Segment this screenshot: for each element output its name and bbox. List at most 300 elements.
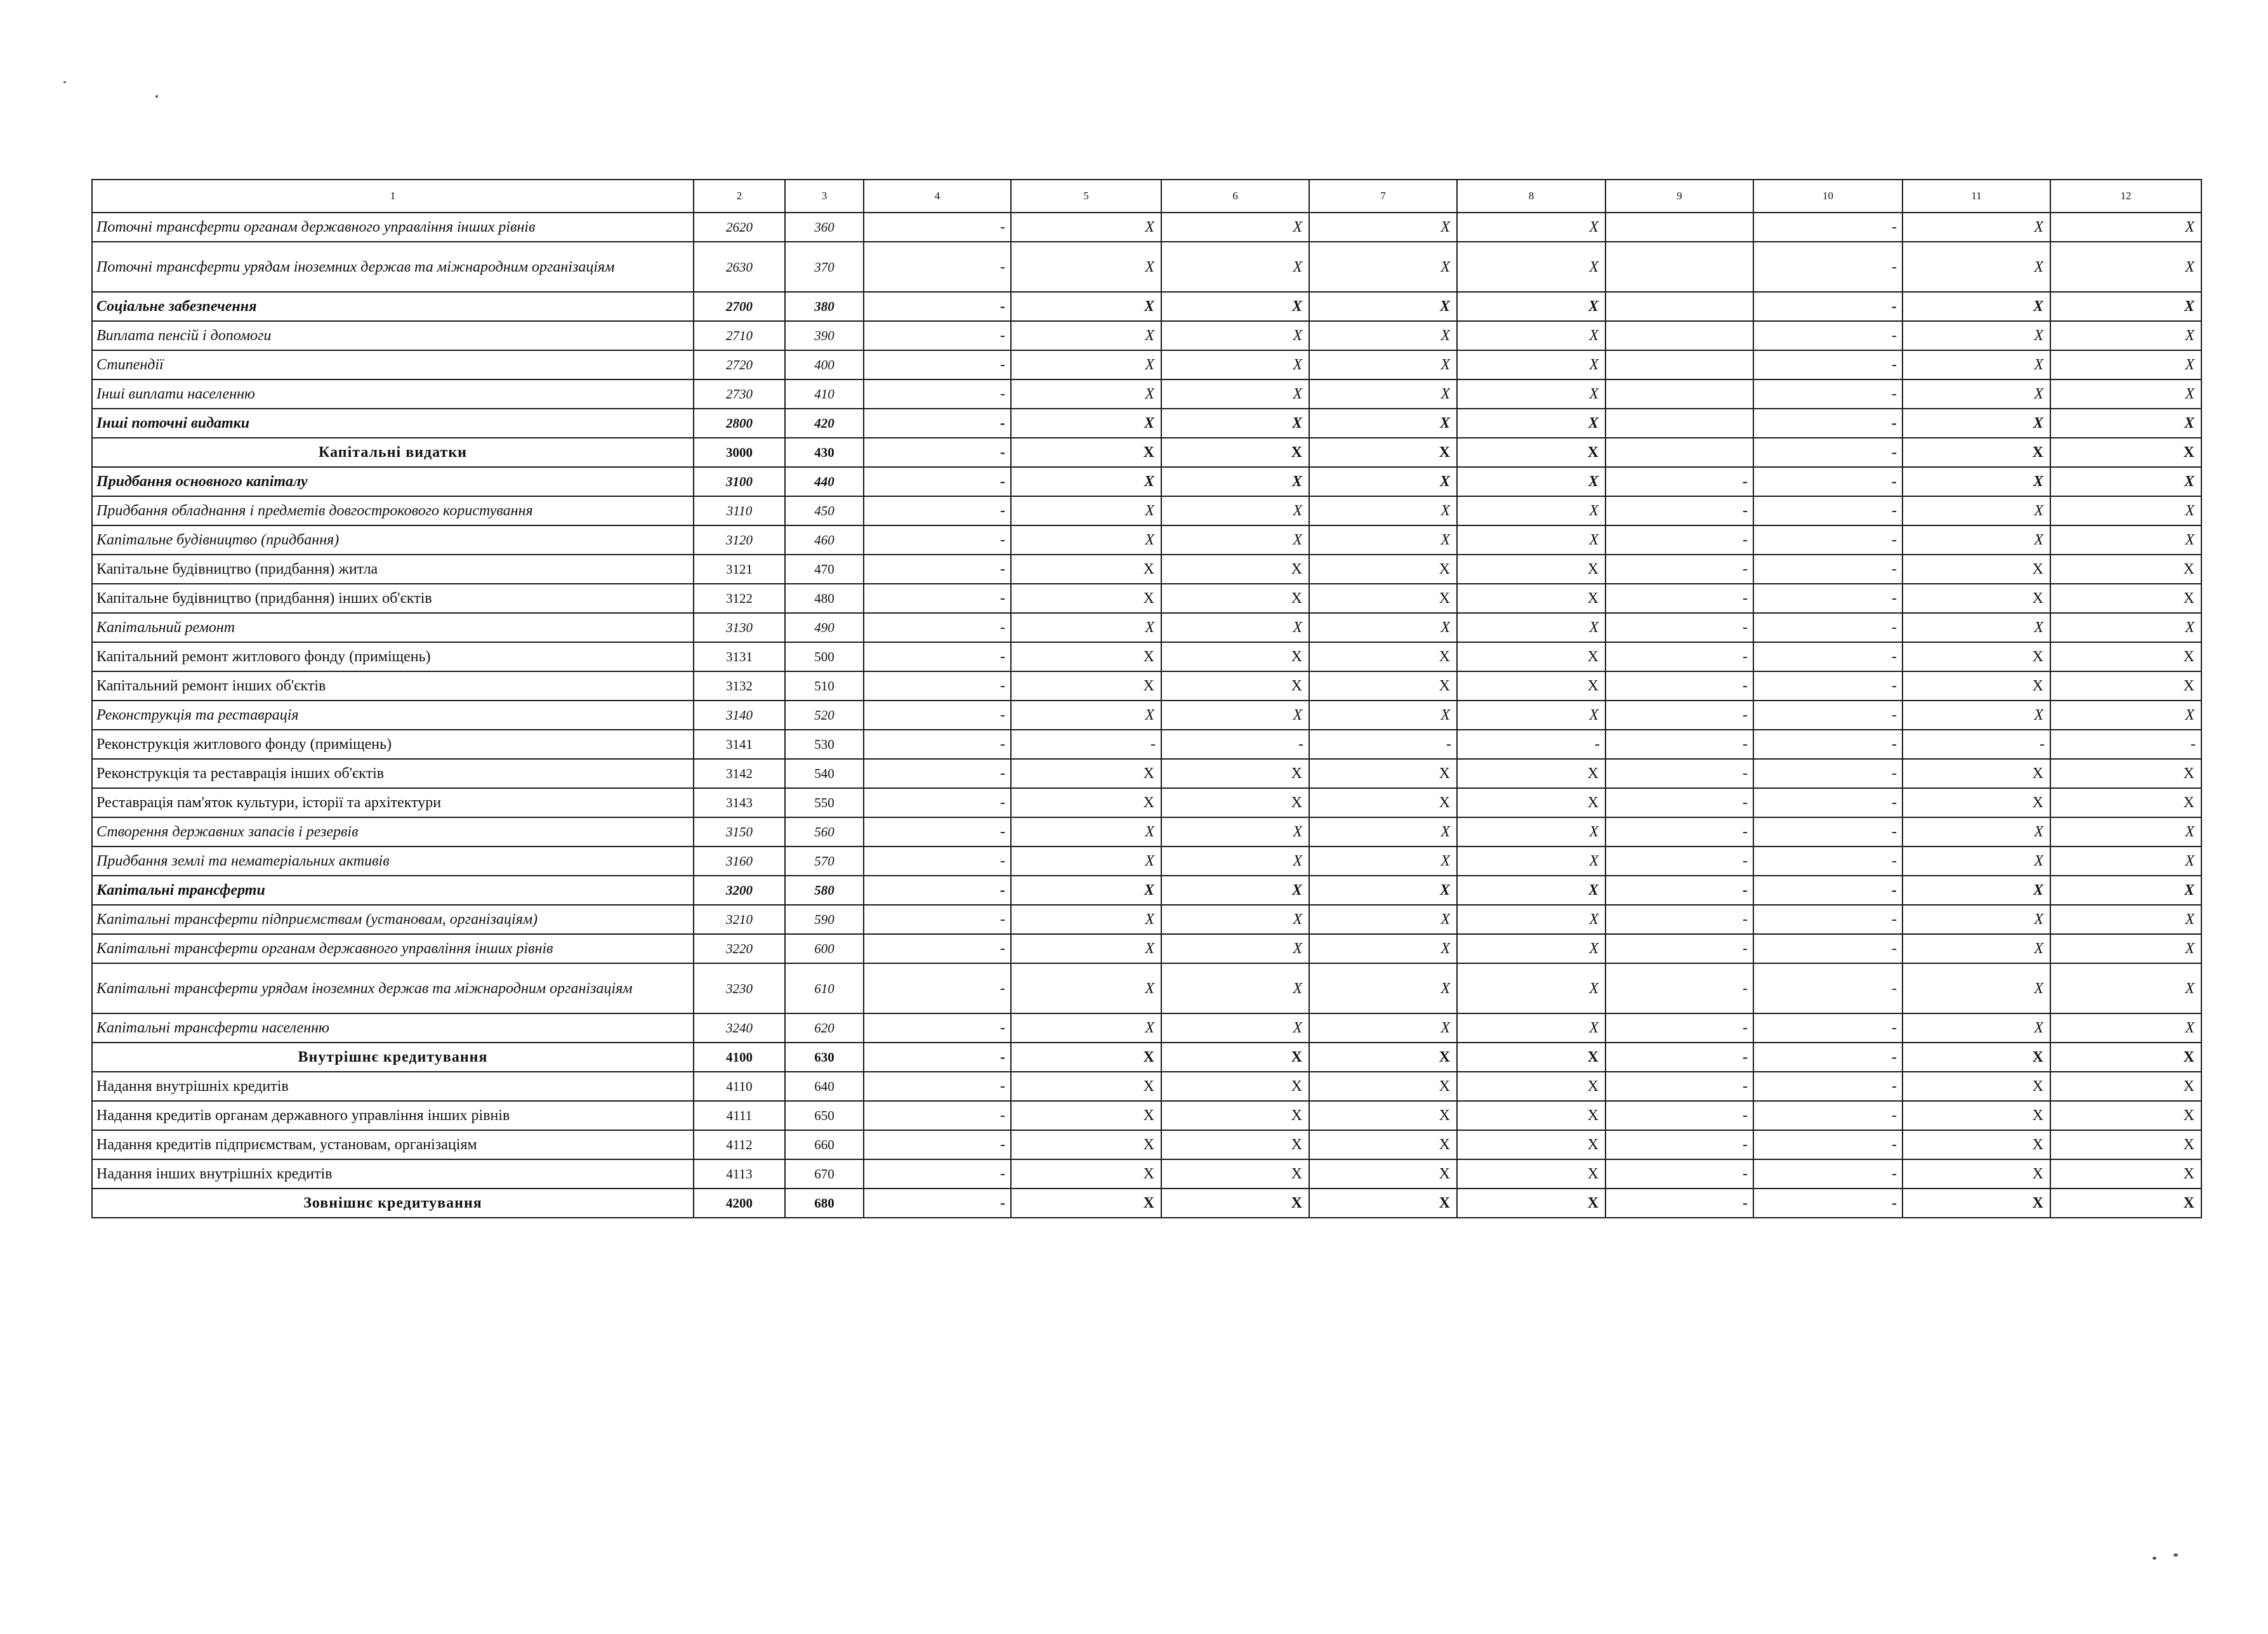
cell-c8: X bbox=[1457, 759, 1605, 788]
cell-c4: - bbox=[864, 584, 1011, 613]
cell-c9: - bbox=[1605, 525, 1753, 555]
table-row bbox=[92, 1189, 2201, 1218]
cell-c10: - bbox=[1753, 1189, 1902, 1218]
scan-speck bbox=[2153, 1557, 2156, 1560]
cell-c8: X bbox=[1457, 525, 1605, 555]
row-label: Капітальне будівництво (придбання) інших об'єктів bbox=[92, 584, 694, 613]
row-code: 3131 bbox=[694, 642, 785, 671]
cell-c11: X bbox=[1902, 934, 2050, 963]
cell-c4: - bbox=[864, 934, 1011, 963]
cell-c12: X bbox=[2050, 292, 2201, 321]
row-code: 3132 bbox=[694, 671, 785, 701]
row-label: Соціальне забезпечення bbox=[92, 292, 694, 321]
cell-c4: - bbox=[864, 1013, 1011, 1043]
table-row bbox=[92, 1101, 2201, 1130]
row-code: 3110 bbox=[694, 496, 785, 525]
cell-c11: X bbox=[1902, 321, 2050, 350]
cell-c11: X bbox=[1902, 1043, 2050, 1072]
cell-c11: X bbox=[1902, 409, 2050, 438]
cell-c12: X bbox=[2050, 905, 2201, 934]
cell-c10: - bbox=[1753, 467, 1902, 496]
cell-c4: - bbox=[864, 321, 1011, 350]
cell-c12: X bbox=[2050, 847, 2201, 876]
row-code: 3200 bbox=[694, 876, 785, 905]
row-line-number: 680 bbox=[785, 1189, 864, 1218]
cell-c7: X bbox=[1309, 701, 1457, 730]
table-row bbox=[92, 292, 2201, 321]
row-line-number: 540 bbox=[785, 759, 864, 788]
row-line-number: 460 bbox=[785, 525, 864, 555]
row-label: Капітальний ремонт інших об'єктів bbox=[92, 671, 694, 701]
row-line-number: 510 bbox=[785, 671, 864, 701]
column-number: 4 bbox=[864, 180, 1011, 213]
cell-c7: X bbox=[1309, 847, 1457, 876]
table-row bbox=[92, 1013, 2201, 1043]
cell-c11: X bbox=[1902, 613, 2050, 642]
row-line-number: 630 bbox=[785, 1043, 864, 1072]
row-code: 3142 bbox=[694, 759, 785, 788]
cell-c10: - bbox=[1753, 555, 1902, 584]
cell-c11: X bbox=[1902, 1189, 2050, 1218]
row-label: Надання інших внутрішніх кредитів bbox=[92, 1159, 694, 1189]
row-label: Капітальні трансферти bbox=[92, 876, 694, 905]
cell-c11: X bbox=[1902, 213, 2050, 242]
cell-c9 bbox=[1605, 350, 1753, 379]
cell-c8: X bbox=[1457, 1101, 1605, 1130]
row-label: Реставрація пам'яток культури, історії та архітектури bbox=[92, 788, 694, 817]
cell-c5: X bbox=[1011, 613, 1161, 642]
cell-c5: X bbox=[1011, 525, 1161, 555]
cell-c11: X bbox=[1902, 467, 2050, 496]
cell-c10: - bbox=[1753, 730, 1902, 759]
table-row bbox=[92, 847, 2201, 876]
cell-c12: X bbox=[2050, 934, 2201, 963]
cell-c11: X bbox=[1902, 701, 2050, 730]
cell-c6: X bbox=[1161, 350, 1309, 379]
column-number: 9 bbox=[1605, 180, 1753, 213]
cell-c5: X bbox=[1011, 701, 1161, 730]
cell-c5: X bbox=[1011, 905, 1161, 934]
cell-c6: X bbox=[1161, 555, 1309, 584]
cell-c11: X bbox=[1902, 496, 2050, 525]
cell-c10: - bbox=[1753, 671, 1902, 701]
cell-c5: X bbox=[1011, 213, 1161, 242]
cell-c5: X bbox=[1011, 876, 1161, 905]
cell-c6: X bbox=[1161, 847, 1309, 876]
cell-c8: X bbox=[1457, 467, 1605, 496]
cell-c12: X bbox=[2050, 1013, 2201, 1043]
row-line-number: 420 bbox=[785, 409, 864, 438]
cell-c4: - bbox=[864, 817, 1011, 847]
cell-c8: X bbox=[1457, 321, 1605, 350]
cell-c7: X bbox=[1309, 1101, 1457, 1130]
cell-c7: X bbox=[1309, 876, 1457, 905]
cell-c12: X bbox=[2050, 701, 2201, 730]
cell-c10: - bbox=[1753, 613, 1902, 642]
table-row bbox=[92, 671, 2201, 701]
row-code: 3000 bbox=[694, 438, 785, 467]
cell-c10: - bbox=[1753, 1130, 1902, 1159]
cell-c7: X bbox=[1309, 467, 1457, 496]
cell-c10: - bbox=[1753, 1013, 1902, 1043]
cell-c8: X bbox=[1457, 1159, 1605, 1189]
cell-c5: X bbox=[1011, 1189, 1161, 1218]
cell-c5: - bbox=[1011, 730, 1161, 759]
cell-c12: X bbox=[2050, 213, 2201, 242]
cell-c4: - bbox=[864, 701, 1011, 730]
cell-c11: X bbox=[1902, 292, 2050, 321]
cell-c11: X bbox=[1902, 1013, 2050, 1043]
table-row bbox=[92, 438, 2201, 467]
row-label: Придбання землі та нематеріальних активів bbox=[92, 847, 694, 876]
cell-c6: X bbox=[1161, 963, 1309, 1013]
cell-c4: - bbox=[864, 613, 1011, 642]
cell-c12: X bbox=[2050, 1189, 2201, 1218]
cell-c9: - bbox=[1605, 671, 1753, 701]
cell-c9: - bbox=[1605, 730, 1753, 759]
cell-c5: X bbox=[1011, 1072, 1161, 1101]
row-label: Капітальне будівництво (придбання) bbox=[92, 525, 694, 555]
table-row bbox=[92, 467, 2201, 496]
cell-c5: X bbox=[1011, 847, 1161, 876]
table-row bbox=[92, 1159, 2201, 1189]
cell-c9: - bbox=[1605, 1130, 1753, 1159]
cell-c5: X bbox=[1011, 642, 1161, 671]
cell-c4: - bbox=[864, 730, 1011, 759]
table-row bbox=[92, 817, 2201, 847]
cell-c6: X bbox=[1161, 438, 1309, 467]
row-line-number: 500 bbox=[785, 642, 864, 671]
table-row bbox=[92, 701, 2201, 730]
cell-c10: - bbox=[1753, 759, 1902, 788]
row-code: 3143 bbox=[694, 788, 785, 817]
row-label: Створення державних запасів і резервів bbox=[92, 817, 694, 847]
cell-c11: X bbox=[1902, 847, 2050, 876]
cell-c10: - bbox=[1753, 788, 1902, 817]
cell-c8: X bbox=[1457, 701, 1605, 730]
cell-c8: X bbox=[1457, 213, 1605, 242]
cell-c9: - bbox=[1605, 467, 1753, 496]
cell-c6: X bbox=[1161, 242, 1309, 292]
cell-c6: X bbox=[1161, 613, 1309, 642]
table-row bbox=[92, 1072, 2201, 1101]
cell-c12: X bbox=[2050, 379, 2201, 409]
row-line-number: 530 bbox=[785, 730, 864, 759]
row-line-number: 490 bbox=[785, 613, 864, 642]
cell-c10: - bbox=[1753, 963, 1902, 1013]
row-code: 4200 bbox=[694, 1189, 785, 1218]
table-row bbox=[92, 876, 2201, 905]
cell-c8: X bbox=[1457, 671, 1605, 701]
cell-c9 bbox=[1605, 292, 1753, 321]
cell-c4: - bbox=[864, 379, 1011, 409]
row-line-number: 580 bbox=[785, 876, 864, 905]
cell-c8: X bbox=[1457, 876, 1605, 905]
cell-c10: - bbox=[1753, 292, 1902, 321]
cell-c5: X bbox=[1011, 467, 1161, 496]
cell-c6: X bbox=[1161, 1189, 1309, 1218]
column-number: 1 bbox=[92, 180, 694, 213]
cell-c8: X bbox=[1457, 1043, 1605, 1072]
table-row bbox=[92, 1130, 2201, 1159]
cell-c8: X bbox=[1457, 963, 1605, 1013]
cell-c7: X bbox=[1309, 788, 1457, 817]
cell-c12: X bbox=[2050, 788, 2201, 817]
cell-c11: X bbox=[1902, 759, 2050, 788]
cell-c11: X bbox=[1902, 1159, 2050, 1189]
cell-c6: X bbox=[1161, 905, 1309, 934]
cell-c8: X bbox=[1457, 555, 1605, 584]
cell-c6: X bbox=[1161, 1101, 1309, 1130]
cell-c7: X bbox=[1309, 213, 1457, 242]
cell-c12: X bbox=[2050, 1101, 2201, 1130]
table-row bbox=[92, 788, 2201, 817]
cell-c4: - bbox=[864, 525, 1011, 555]
cell-c5: X bbox=[1011, 292, 1161, 321]
cell-c11: X bbox=[1902, 525, 2050, 555]
row-code: 3160 bbox=[694, 847, 785, 876]
row-line-number: 440 bbox=[785, 467, 864, 496]
row-line-number: 620 bbox=[785, 1013, 864, 1043]
cell-c12: X bbox=[2050, 555, 2201, 584]
report-table bbox=[91, 179, 2202, 1218]
cell-c11: X bbox=[1902, 379, 2050, 409]
table-row bbox=[92, 242, 2201, 292]
row-code: 3220 bbox=[694, 934, 785, 963]
row-code: 2620 bbox=[694, 213, 785, 242]
cell-c10: - bbox=[1753, 321, 1902, 350]
cell-c8: X bbox=[1457, 409, 1605, 438]
row-label: Поточні трансферти урядам іноземних держав та міжнародним організаціям bbox=[92, 242, 694, 292]
row-code: 3122 bbox=[694, 584, 785, 613]
cell-c8: X bbox=[1457, 905, 1605, 934]
cell-c7: X bbox=[1309, 963, 1457, 1013]
cell-c12: X bbox=[2050, 496, 2201, 525]
cell-c12: X bbox=[2050, 438, 2201, 467]
row-label: Реконструкція та реставрація інших об'єктів bbox=[92, 759, 694, 788]
row-line-number: 520 bbox=[785, 701, 864, 730]
row-label: Придбання основного капіталу bbox=[92, 467, 694, 496]
cell-c9: - bbox=[1605, 905, 1753, 934]
cell-c10: - bbox=[1753, 642, 1902, 671]
cell-c10: - bbox=[1753, 213, 1902, 242]
cell-c8: X bbox=[1457, 1189, 1605, 1218]
column-number: 2 bbox=[694, 180, 785, 213]
cell-c8: X bbox=[1457, 613, 1605, 642]
cell-c9 bbox=[1605, 321, 1753, 350]
cell-c7: X bbox=[1309, 584, 1457, 613]
cell-c9: - bbox=[1605, 963, 1753, 1013]
row-code: 3121 bbox=[694, 555, 785, 584]
cell-c7: X bbox=[1309, 409, 1457, 438]
cell-c7: X bbox=[1309, 759, 1457, 788]
row-label: Зовнішнє кредитування bbox=[92, 1189, 694, 1218]
cell-c4: - bbox=[864, 642, 1011, 671]
cell-c4: - bbox=[864, 847, 1011, 876]
row-line-number: 590 bbox=[785, 905, 864, 934]
cell-c11: X bbox=[1902, 555, 2050, 584]
row-line-number: 660 bbox=[785, 1130, 864, 1159]
row-code: 3210 bbox=[694, 905, 785, 934]
cell-c9 bbox=[1605, 379, 1753, 409]
cell-c9: - bbox=[1605, 496, 1753, 525]
column-number: 11 bbox=[1902, 180, 2050, 213]
row-label: Надання внутрішніх кредитів bbox=[92, 1072, 694, 1101]
cell-c4: - bbox=[864, 1189, 1011, 1218]
cell-c9: - bbox=[1605, 759, 1753, 788]
row-label: Капітальні трансферти населенню bbox=[92, 1013, 694, 1043]
table-row bbox=[92, 350, 2201, 379]
cell-c7: X bbox=[1309, 671, 1457, 701]
cell-c6: X bbox=[1161, 934, 1309, 963]
cell-c7: X bbox=[1309, 934, 1457, 963]
cell-c8: X bbox=[1457, 1013, 1605, 1043]
scan-speck bbox=[2173, 1553, 2178, 1557]
cell-c7: X bbox=[1309, 817, 1457, 847]
cell-c5: X bbox=[1011, 242, 1161, 292]
row-label: Надання кредитів органам державного управління інших рівнів bbox=[92, 1101, 694, 1130]
cell-c12: X bbox=[2050, 1159, 2201, 1189]
table-row bbox=[92, 1043, 2201, 1072]
cell-c11: X bbox=[1902, 671, 2050, 701]
table-row bbox=[92, 934, 2201, 963]
scan-speck bbox=[155, 95, 158, 98]
cell-c10: - bbox=[1753, 1072, 1902, 1101]
cell-c8: X bbox=[1457, 379, 1605, 409]
row-code: 2630 bbox=[694, 242, 785, 292]
column-number: 8 bbox=[1457, 180, 1605, 213]
cell-c4: - bbox=[864, 671, 1011, 701]
cell-c8: X bbox=[1457, 242, 1605, 292]
row-label: Капітальний ремонт bbox=[92, 613, 694, 642]
cell-c12: X bbox=[2050, 321, 2201, 350]
cell-c6: X bbox=[1161, 876, 1309, 905]
cell-c5: X bbox=[1011, 1130, 1161, 1159]
column-number: 6 bbox=[1161, 180, 1309, 213]
cell-c10: - bbox=[1753, 242, 1902, 292]
cell-c11: X bbox=[1902, 642, 2050, 671]
cell-c10: - bbox=[1753, 701, 1902, 730]
row-line-number: 410 bbox=[785, 379, 864, 409]
cell-c5: X bbox=[1011, 1013, 1161, 1043]
cell-c11: - bbox=[1902, 730, 2050, 759]
cell-c6: X bbox=[1161, 321, 1309, 350]
cell-c10: - bbox=[1753, 1101, 1902, 1130]
cell-c5: X bbox=[1011, 379, 1161, 409]
table-row bbox=[92, 963, 2201, 1013]
cell-c4: - bbox=[864, 788, 1011, 817]
cell-c8: X bbox=[1457, 350, 1605, 379]
row-label: Капітальний ремонт житлового фонду (приміщень) bbox=[92, 642, 694, 671]
cell-c5: X bbox=[1011, 438, 1161, 467]
table-row bbox=[92, 525, 2201, 555]
row-code: 3100 bbox=[694, 467, 785, 496]
column-number-row bbox=[92, 180, 2201, 213]
cell-c4: - bbox=[864, 242, 1011, 292]
cell-c6: X bbox=[1161, 496, 1309, 525]
cell-c12: X bbox=[2050, 1130, 2201, 1159]
row-label: Капітальне будівництво (придбання) житла bbox=[92, 555, 694, 584]
cell-c10: - bbox=[1753, 934, 1902, 963]
cell-c6: X bbox=[1161, 1043, 1309, 1072]
cell-c7: X bbox=[1309, 1130, 1457, 1159]
cell-c5: X bbox=[1011, 759, 1161, 788]
row-code: 4111 bbox=[694, 1101, 785, 1130]
cell-c6: X bbox=[1161, 642, 1309, 671]
row-line-number: 670 bbox=[785, 1159, 864, 1189]
cell-c12: X bbox=[2050, 876, 2201, 905]
row-line-number: 560 bbox=[785, 817, 864, 847]
cell-c6: X bbox=[1161, 379, 1309, 409]
row-line-number: 380 bbox=[785, 292, 864, 321]
row-label: Капітальні трансферти органам державного управління інших рівнів bbox=[92, 934, 694, 963]
cell-c11: X bbox=[1902, 242, 2050, 292]
row-label: Стипендії bbox=[92, 350, 694, 379]
cell-c7: X bbox=[1309, 1159, 1457, 1189]
cell-c6: X bbox=[1161, 701, 1309, 730]
cell-c8: X bbox=[1457, 496, 1605, 525]
cell-c11: X bbox=[1902, 438, 2050, 467]
cell-c7: X bbox=[1309, 1043, 1457, 1072]
column-number: 7 bbox=[1309, 180, 1457, 213]
row-label: Інші поточні видатки bbox=[92, 409, 694, 438]
cell-c6: - bbox=[1161, 730, 1309, 759]
row-label: Капітальні видатки bbox=[92, 438, 694, 467]
cell-c12: X bbox=[2050, 759, 2201, 788]
cell-c11: X bbox=[1902, 1072, 2050, 1101]
cell-c4: - bbox=[864, 213, 1011, 242]
cell-c10: - bbox=[1753, 584, 1902, 613]
cell-c4: - bbox=[864, 1043, 1011, 1072]
row-code: 3150 bbox=[694, 817, 785, 847]
table-row bbox=[92, 759, 2201, 788]
cell-c9: - bbox=[1605, 934, 1753, 963]
cell-c5: X bbox=[1011, 671, 1161, 701]
cell-c5: X bbox=[1011, 321, 1161, 350]
row-line-number: 390 bbox=[785, 321, 864, 350]
cell-c12: X bbox=[2050, 350, 2201, 379]
cell-c7: X bbox=[1309, 613, 1457, 642]
column-number: 3 bbox=[785, 180, 864, 213]
cell-c7: X bbox=[1309, 525, 1457, 555]
row-label: Виплата пенсій і допомоги bbox=[92, 321, 694, 350]
cell-c11: X bbox=[1902, 584, 2050, 613]
cell-c7: - bbox=[1309, 730, 1457, 759]
cell-c4: - bbox=[864, 1101, 1011, 1130]
table-row bbox=[92, 555, 2201, 584]
cell-c8: X bbox=[1457, 788, 1605, 817]
cell-c10: - bbox=[1753, 817, 1902, 847]
cell-c9: - bbox=[1605, 613, 1753, 642]
cell-c4: - bbox=[864, 409, 1011, 438]
cell-c10: - bbox=[1753, 905, 1902, 934]
cell-c12: X bbox=[2050, 409, 2201, 438]
cell-c12: X bbox=[2050, 642, 2201, 671]
cell-c8: X bbox=[1457, 292, 1605, 321]
cell-c5: X bbox=[1011, 350, 1161, 379]
cell-c8: X bbox=[1457, 847, 1605, 876]
row-code: 3140 bbox=[694, 701, 785, 730]
cell-c12: X bbox=[2050, 1043, 2201, 1072]
table-row bbox=[92, 379, 2201, 409]
cell-c6: X bbox=[1161, 467, 1309, 496]
cell-c6: X bbox=[1161, 1130, 1309, 1159]
cell-c6: X bbox=[1161, 759, 1309, 788]
row-label: Реконструкція житлового фонду (приміщень) bbox=[92, 730, 694, 759]
cell-c9: - bbox=[1605, 788, 1753, 817]
cell-c9 bbox=[1605, 242, 1753, 292]
cell-c12: X bbox=[2050, 584, 2201, 613]
